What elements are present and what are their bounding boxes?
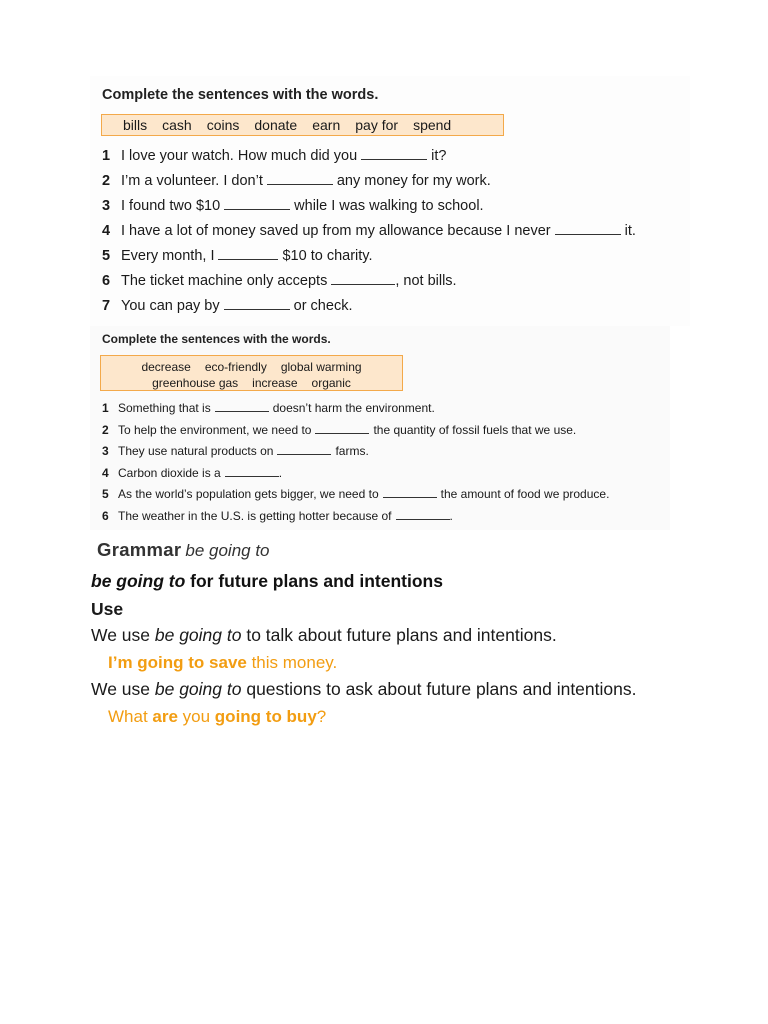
example-bold: are xyxy=(152,707,178,726)
item-number: 5 xyxy=(102,248,111,264)
item-text-before: Carbon dioxide is a xyxy=(118,465,221,480)
exercise-item xyxy=(102,508,609,530)
example-bold: I’m going to save xyxy=(108,653,247,672)
answer-blank[interactable] xyxy=(331,271,395,285)
text: to talk about future plans and intentions. xyxy=(241,625,557,645)
answer-blank[interactable] xyxy=(218,246,278,260)
answer-blank[interactable] xyxy=(555,221,621,235)
item-text-before: To help the environment, we need to xyxy=(118,422,312,437)
item-text-before: You can pay by xyxy=(121,298,220,314)
item-number: 3 xyxy=(102,198,111,214)
exercise-item xyxy=(102,465,609,487)
exercise-2-word-box xyxy=(100,355,403,391)
grammar-heading xyxy=(97,539,270,561)
word-box-row xyxy=(101,375,402,391)
exercise-item xyxy=(102,486,609,508)
word-box-word: organic xyxy=(311,376,351,390)
word-box-word: eco-friendly xyxy=(204,360,267,374)
exercise-item xyxy=(102,171,636,196)
item-text-before: I’m a volunteer. I don’t xyxy=(121,173,263,189)
item-text-after: it? xyxy=(431,148,447,164)
answer-blank[interactable] xyxy=(383,486,437,498)
word-box-word: coins xyxy=(206,117,240,133)
item-number: 2 xyxy=(102,173,111,189)
item-number: 3 xyxy=(102,444,109,459)
word-box-word: spend xyxy=(413,117,452,133)
item-number: 6 xyxy=(102,508,109,523)
item-text-after: doesn’t harm the environment. xyxy=(272,401,435,415)
text: questions to ask about future plans and intentions. xyxy=(241,679,637,699)
text-italic: be going to xyxy=(154,679,242,699)
item-text-after: farms. xyxy=(335,444,369,459)
exercise-item xyxy=(102,246,636,271)
word-box-word: donate xyxy=(254,117,298,133)
exercise-item xyxy=(102,146,636,171)
usage-paragraph-1 xyxy=(91,625,557,646)
item-text-before: Every month, I xyxy=(121,248,215,264)
word-box-word: earn xyxy=(312,117,341,133)
exercise-item xyxy=(102,221,636,246)
item-number: 1 xyxy=(102,148,111,164)
answer-blank[interactable] xyxy=(361,146,427,160)
word-box-word: global warming xyxy=(280,360,362,374)
exercise-1-word-box xyxy=(101,114,504,136)
item-number: 4 xyxy=(102,223,111,239)
exercise-1-items xyxy=(102,146,636,321)
answer-blank[interactable] xyxy=(224,296,290,310)
answer-blank[interactable] xyxy=(224,196,290,210)
item-number: 1 xyxy=(102,401,109,415)
item-text-before: I have a lot of money saved up from my allowance because I never xyxy=(121,223,551,239)
item-text-before: As the world’s population gets bigger, we need to xyxy=(118,487,379,502)
exercise-item xyxy=(102,271,636,296)
section-title xyxy=(91,571,443,592)
section-title-italic: be going to xyxy=(91,571,186,591)
item-text-after: or check. xyxy=(293,298,353,314)
example-text: What xyxy=(108,707,153,726)
answer-blank[interactable] xyxy=(215,400,269,412)
item-text-before: Something that is xyxy=(118,401,211,415)
text: We use xyxy=(91,625,155,645)
item-text-before: I found two $10 xyxy=(121,198,221,214)
item-text-after: . xyxy=(278,465,283,480)
section-title-rest: for future plans and intentions xyxy=(185,571,443,591)
exercise-2-items xyxy=(102,400,609,530)
exercise-item xyxy=(102,400,609,422)
word-box-word: cash xyxy=(162,117,192,133)
item-text-after: any money for my work. xyxy=(336,173,491,189)
item-text-before: They use natural products on xyxy=(118,444,274,459)
exercise-item xyxy=(102,296,636,321)
exercise-1-heading: Complete the sentences with the words. xyxy=(102,87,379,103)
item-text-before: The weather in the U.S. is getting hotter because of xyxy=(118,508,392,523)
item-number: 7 xyxy=(102,298,111,314)
example-text: you xyxy=(177,707,215,726)
use-label: Use xyxy=(91,599,124,619)
exercise-1 xyxy=(90,76,690,326)
word-box-word: decrease xyxy=(141,360,191,374)
item-text-before: The ticket machine only accepts xyxy=(121,273,328,289)
example-sentence-2 xyxy=(108,707,326,727)
item-text-after: it. xyxy=(624,223,636,239)
example-sentence-1 xyxy=(108,653,337,673)
item-number: 5 xyxy=(102,487,109,502)
usage-paragraph-2 xyxy=(91,679,636,700)
grammar-subtitle: be going to xyxy=(185,541,270,560)
exercise-2 xyxy=(90,326,670,530)
item-text-before: I love your watch. How much did you xyxy=(121,148,358,164)
example-text: ? xyxy=(316,707,327,726)
text-italic: be going to xyxy=(154,625,242,645)
item-number: 6 xyxy=(102,273,111,289)
item-text-after: . xyxy=(449,508,453,523)
word-box-word: increase xyxy=(252,376,298,390)
answer-blank[interactable] xyxy=(396,508,450,520)
item-text-after: the quantity of fossil fuels that we use. xyxy=(373,422,577,437)
exercise-item xyxy=(102,196,636,221)
example-bold: going to buy xyxy=(214,707,317,726)
answer-blank[interactable] xyxy=(267,171,333,185)
word-box-row xyxy=(101,359,402,375)
item-text-after: the amount of food we produce. xyxy=(440,487,610,502)
answer-blank[interactable] xyxy=(315,422,369,434)
exercise-item xyxy=(102,422,609,444)
grammar-word: Grammar xyxy=(97,539,182,560)
item-text-after: while I was walking to school. xyxy=(294,198,484,214)
item-text-after: , not bills. xyxy=(395,273,457,289)
word-box-word: greenhouse gas xyxy=(152,376,239,390)
answer-blank[interactable] xyxy=(277,443,331,455)
example-text: this money. xyxy=(246,653,338,672)
answer-blank[interactable] xyxy=(225,465,279,477)
item-number: 2 xyxy=(102,422,109,437)
item-number: 4 xyxy=(102,465,109,480)
exercise-2-heading: Complete the sentences with the words. xyxy=(102,332,331,346)
word-box-word: pay for xyxy=(355,117,399,133)
word-box-word: bills xyxy=(123,117,148,133)
text: We use xyxy=(91,679,155,699)
exercise-item xyxy=(102,443,609,465)
item-text-after: $10 to charity. xyxy=(282,248,373,264)
